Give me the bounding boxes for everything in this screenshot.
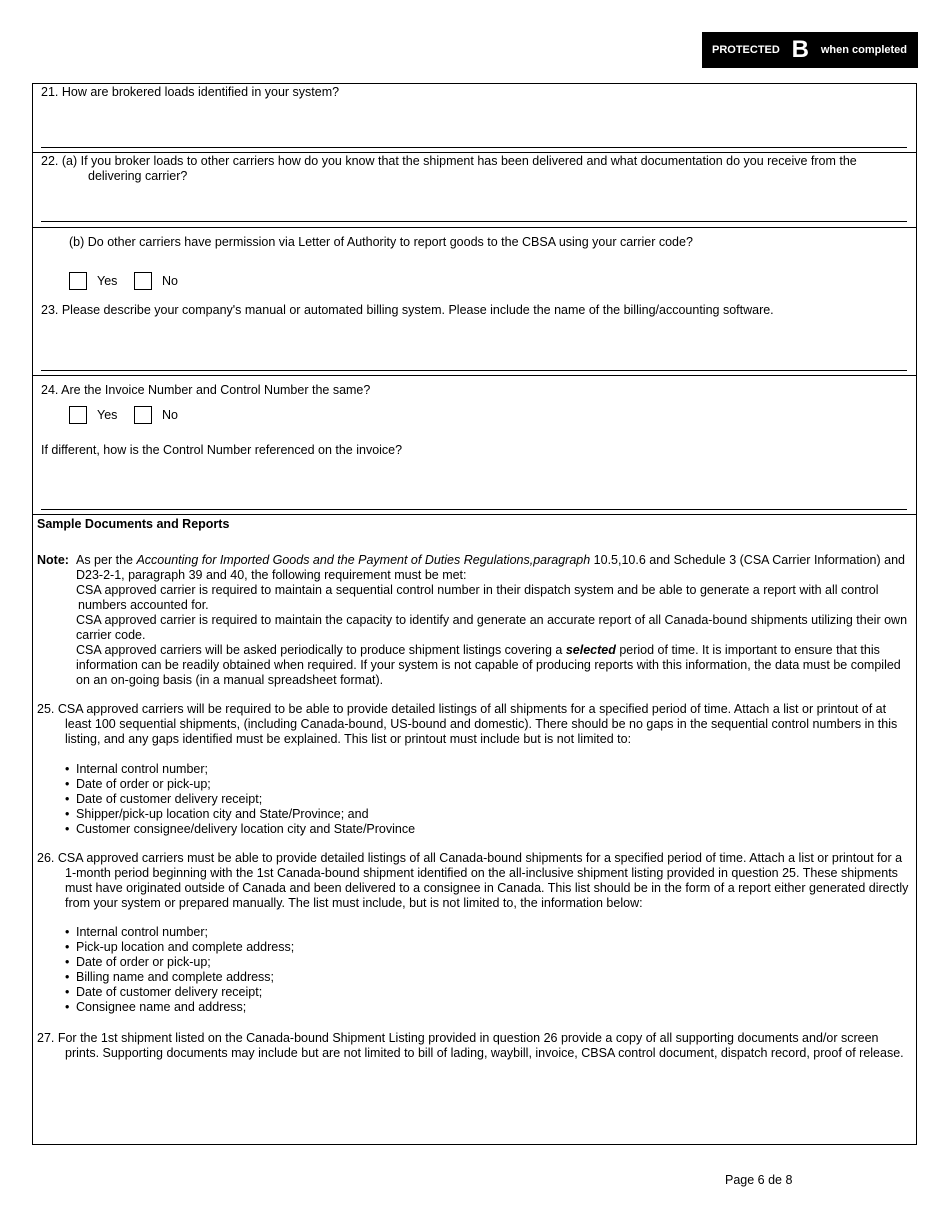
section-title: Sample Documents and Reports — [37, 517, 230, 531]
protected-label: PROTECTED — [712, 43, 780, 56]
answer-line-21[interactable] — [41, 147, 907, 148]
question-25-line-1: 25. CSA approved carriers will be required to be able to provide detailed listings of all shipments for a specified period of time. Attach a list or printout of at — [37, 702, 887, 716]
note-p3-line-1: CSA approved carriers will be asked periodically to produce shipment listings covering a selected period of time. It is important to ensure that this — [76, 643, 880, 657]
question-26-line-1: 26. CSA approved carriers must be able to provide detailed listings of all Canada-bound shipments for a specified period of time. Attach a list or printout for a — [37, 851, 903, 865]
note-p2-line-1: CSA approved carrier is required to maintain the capacity to identify and generate an accurate report of all Canada-bound shipments utilizing their own — [76, 613, 908, 627]
list-item: • Date of customer delivery receipt; — [64, 985, 294, 1000]
list-item: • Date of customer delivery receipt; — [64, 792, 415, 807]
note-p1-line-2: numbers accounted for. — [78, 598, 209, 612]
question-26-line-2: 1-month period beginning with the 1st Canada-bound shipment identified on the all-inclusive shipment listing provided in question 25. These shipments — [65, 866, 898, 880]
note-p2-line-2: carrier code. — [76, 628, 146, 642]
question-27-line-1: 27. For the 1st shipment listed on the Canada-bound Shipment Listing provided in question 26 provide a copy of all supporting documents and/or screen — [37, 1031, 879, 1045]
note-p3-line-3: on an on-going basis (in a manual spreadsheet format). — [76, 673, 384, 687]
note-p1-line-1: CSA approved carrier is required to maintain a sequential control number in their dispatch system and be able to generate a report with all control — [76, 583, 879, 597]
protected-suffix: when completed — [820, 43, 907, 56]
question-22b: (b) Do other carriers have permission via Letter of Authority to report goods to the CBSA using your carrier code? — [69, 235, 693, 249]
q24-yes-label: Yes — [97, 408, 118, 422]
question-21: 21. How are brokered loads identified in your system? — [41, 85, 340, 99]
list-item: • Billing name and complete address; — [64, 970, 294, 985]
question-25-line-3: listing, and any gaps identified must be explained. This list or printout must include but is not limited to: — [65, 732, 632, 746]
note-p3-line-2: information can be readily obtained when required. If your system is not capable of producing reports with this information, the data must be compiled — [76, 658, 901, 672]
divider — [32, 152, 917, 153]
divider — [32, 514, 917, 515]
question-25-line-2: least 100 sequential shipments, (including Canada-bound, US-bound and domestic). There should be no gaps in the sequential control numbers in this — [65, 717, 898, 731]
q24-no-checkbox[interactable] — [134, 406, 152, 424]
q24-no-label: No — [162, 408, 178, 422]
question-22a-cont: delivering carrier? — [88, 169, 188, 183]
note-line-1: As per the Accounting for Imported Goods and the Payment of Duties Regulations,paragraph 10.5,10.6 and Schedule 3 (CSA Carrier Information) and — [76, 553, 905, 567]
selected-emphasis: selected — [565, 643, 616, 657]
q22b-no-checkbox[interactable] — [134, 272, 152, 290]
answer-line-23[interactable] — [41, 370, 907, 371]
answer-line-22a[interactable] — [41, 221, 907, 222]
list-item: • Shipper/pick-up location city and State/Province; and — [64, 807, 415, 822]
protected-b-badge — [702, 32, 918, 68]
list-item: • Pick-up location and complete address; — [64, 940, 294, 955]
list-item: • Internal control number; — [64, 925, 294, 940]
list-item: • Internal control number; — [64, 762, 415, 777]
question-26-line-3: must have originated outside of Canada and been delivered to a consignee in Canada. This list should be in the form of a report either generated directly — [65, 881, 909, 895]
question-23: 23. Please describe your company's manual or automated billing system. Please include the name of the billing/accounting software. — [41, 303, 774, 317]
q22b-yes-checkbox[interactable] — [69, 272, 87, 290]
q25-bullet-list — [64, 762, 415, 837]
divider — [32, 227, 917, 228]
list-item: • Consignee name and address; — [64, 1000, 294, 1015]
q24-yes-checkbox[interactable] — [69, 406, 87, 424]
question-24-followup: If different, how is the Control Number referenced on the invoice? — [41, 443, 403, 457]
q22b-yes-label: Yes — [97, 274, 118, 288]
divider — [32, 375, 917, 376]
q26-bullet-list — [64, 925, 294, 1015]
question-22a: 22. (a) If you broker loads to other carriers how do you know that the shipment has been delivered and what documentation do you receive from the — [41, 154, 857, 168]
answer-line-24[interactable] — [41, 509, 907, 510]
note-label: Note: — [37, 553, 69, 567]
page-number: Page 6 de 8 — [725, 1173, 793, 1187]
list-item: • Customer consignee/delivery location city and State/Province — [64, 822, 415, 837]
protected-letter: B — [791, 36, 809, 63]
q22b-no-label: No — [162, 274, 178, 288]
question-26-line-4: from your system or prepared manually. The list must include, but is not limited to, the information below: — [65, 896, 643, 910]
question-24: 24. Are the Invoice Number and Control Number the same? — [41, 383, 371, 397]
question-27-line-2: prints. Supporting documents may include but are not limited to bill of lading, waybill, invoice, CBSA control document, dispatch record, proof of release. — [65, 1046, 904, 1060]
list-item: • Date of order or pick-up; — [64, 777, 415, 792]
list-item: • Date of order or pick-up; — [64, 955, 294, 970]
note-line-2: D23-2-1, paragraph 39 and 40, the following requirement must be met: — [76, 568, 467, 582]
regulation-title: Accounting for Imported Goods and the Payment of Duties Regulations,paragraph — [136, 553, 591, 567]
